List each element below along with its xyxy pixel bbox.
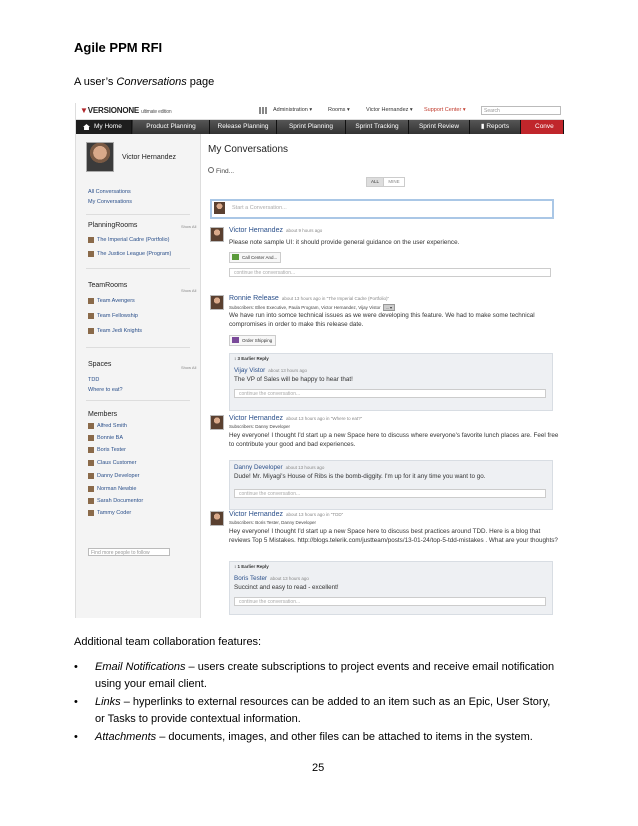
sidebar-item-label: The Justice League (Program): [97, 251, 172, 257]
post-body: Hey everyone! I thought I'd start up a new Space here to discuss best practices around TDD. Here is a blog that reviews Top 5 Mistakes. http://blogs.telerik.com/justteam/posts/13-01-24/top-5-tdd-mistakes . What are your thoughts?: [229, 528, 558, 544]
list-item-description: – documents, images, and other files can be attached to items in the system.: [156, 731, 533, 743]
sidebar-item-label: Boris Tester: [97, 447, 126, 453]
team-icon: [88, 298, 94, 304]
nav-reports[interactable]: [470, 120, 521, 134]
rooms-menu[interactable]: Rooms ▾: [328, 107, 350, 113]
room-icon: [88, 251, 94, 257]
divider: [86, 268, 190, 269]
list-item: [74, 694, 574, 728]
reply-thread: [229, 561, 553, 615]
attachment-label: Order Shipping: [242, 338, 273, 343]
post-body: We have run into somce technical issues as we were developing this feature. We had to make some technical compromises in order to make this release date.: [229, 312, 535, 328]
caption-prefix: A user’s: [74, 76, 117, 88]
post-subscribers: Subscribers: Boris Tester, Danny Developer: [229, 520, 316, 525]
bullet-icon: •: [74, 696, 78, 708]
member-avatar-icon: [88, 435, 94, 441]
find-placeholder: Find...: [216, 168, 235, 175]
reply-text: Dude! Mr. Miyagi's House of Ribs is the bomb-diggity. I'm up for it any time you want to go.: [234, 473, 486, 480]
sidebar-user-name[interactable]: Victor Hernandez: [122, 154, 176, 161]
reply-thread: [229, 460, 553, 510]
main-nav: [76, 120, 564, 134]
post-meta: about 13 hours ago in "TDD": [285, 512, 344, 517]
spaces-heading: Spaces: [88, 361, 112, 368]
earlier-replies-toggle[interactable]: ↕ 3 Earlier Reply: [234, 356, 269, 361]
sidebar-item-space[interactable]: Where to eat?: [88, 387, 123, 393]
filter-mine-toggle[interactable]: MINE: [383, 177, 405, 187]
support-center-menu[interactable]: Support Center ▾: [424, 107, 466, 113]
list-item-term: Links: [95, 696, 121, 708]
conversations-screenshot: [75, 103, 564, 618]
sidebar-item-label: Bonnie BA: [97, 435, 123, 441]
caption-suffix: page: [186, 76, 215, 88]
post-author[interactable]: [229, 227, 322, 234]
post-author[interactable]: [229, 295, 389, 302]
sidebar-item-label: Danny Developer: [97, 473, 140, 479]
reply-author[interactable]: [234, 575, 309, 582]
avatar: [86, 142, 114, 172]
reply-text: Succinct and easy to read - excellent!: [234, 584, 339, 591]
conversation-post: [210, 227, 555, 287]
bullet-icon: •: [74, 731, 78, 743]
list-item-text: [95, 694, 555, 728]
list-item: [74, 659, 574, 693]
nav-sprint-review[interactable]: Sprint Review: [409, 120, 470, 134]
continue-conversation-input[interactable]: continue the conversation...: [234, 597, 546, 606]
sidebar-item-member[interactable]: [88, 472, 140, 480]
post-author[interactable]: [229, 415, 362, 422]
member-avatar-icon: [88, 447, 94, 453]
all-conversations-link[interactable]: All Conversations: [88, 189, 131, 195]
page-number: 25: [312, 762, 325, 774]
my-conversations-link[interactable]: My Conversations: [88, 199, 133, 205]
bullet-icon: •: [74, 661, 78, 673]
attachment-link[interactable]: [229, 335, 276, 346]
reply-thread: [229, 353, 553, 411]
earlier-replies-toggle[interactable]: ↕ 1 Earlier Reply: [234, 564, 269, 569]
page-title: My Conversations: [208, 144, 289, 155]
nav-conversations[interactable]: Conve: [521, 120, 564, 134]
logo-mark: ▼: [80, 106, 88, 115]
post-author-name: Victor Hernandez: [229, 415, 283, 422]
bar-chart-icon: ▮: [480, 123, 487, 130]
avatar: [210, 511, 224, 526]
show-all-link[interactable]: Show All: [181, 288, 197, 293]
avatar: [214, 202, 225, 214]
sidebar-item-label: Team Avengers: [97, 298, 135, 304]
post-subscribers: Subscribers: Danny Developer: [229, 424, 291, 429]
document-title: Agile PPM RFI: [74, 40, 163, 55]
search-input[interactable]: Search: [481, 106, 561, 115]
sidebar-item-team[interactable]: [88, 297, 135, 305]
continue-conversation-input[interactable]: continue the conversation...: [234, 489, 546, 498]
show-all-link[interactable]: Show All: [181, 224, 197, 229]
follow-people-input[interactable]: Find more people to follow: [88, 548, 170, 556]
team-icon: [88, 328, 94, 334]
member-avatar-icon: [88, 460, 94, 466]
sidebar-item-member[interactable]: [88, 434, 123, 442]
members-heading: Members: [88, 411, 118, 418]
post-meta: about 13 hours ago in "The Imperial Cadre (Portfolio)": [281, 296, 390, 301]
sidebar-item-label: The Imperial Cadre (Portfolio): [97, 237, 170, 243]
divider: [86, 347, 190, 348]
reply-author-name: Vijay Vistor: [234, 367, 266, 374]
sidebar-item-member[interactable]: [88, 485, 136, 493]
sidebar-item-member[interactable]: [88, 497, 143, 505]
list-item-term: Attachments: [95, 731, 157, 743]
filter-all-toggle[interactable]: ALL: [366, 177, 384, 187]
sidebar-item-room[interactable]: [88, 236, 169, 244]
post-author[interactable]: [229, 511, 343, 518]
avatar: [210, 295, 224, 310]
sidebar-item-label: Team Fellowship: [97, 313, 138, 319]
post-meta: about 13 hours ago in "Where to eat?": [285, 416, 363, 421]
member-avatar-icon: [88, 423, 94, 429]
reply-author-name: Danny Developer: [234, 464, 283, 471]
reply-author[interactable]: [234, 367, 307, 374]
avatar: [210, 415, 224, 430]
post-author-name: Ronnie Release: [229, 295, 279, 302]
reply-author-name: Boris Tester: [234, 575, 268, 582]
list-item-term: Email Notifications: [95, 661, 186, 673]
nav-sprint-planning[interactable]: Sprint Planning: [277, 120, 346, 134]
caption-emphasis: Conversations: [116, 76, 187, 88]
post-subscribers: [229, 304, 395, 311]
sidebar-item-member[interactable]: [88, 446, 126, 454]
sidebar-item-label: Alfred Smith: [97, 423, 127, 429]
home-icon: [83, 124, 90, 130]
attachment-label: Call Center And...: [242, 255, 278, 260]
post-author-name: Victor Hernandez: [229, 511, 283, 518]
sidebar-item-label: Claus Customer: [97, 460, 137, 466]
section-heading: Additional team collaboration features:: [74, 636, 262, 648]
nav-sprint-tracking[interactable]: Sprint Tracking: [346, 120, 409, 134]
search-icon: [208, 167, 214, 173]
post-author-name: Victor Hernandez: [229, 227, 283, 234]
more-subscribers-button[interactable]: ... ▾: [383, 304, 395, 311]
sidebar-item-member[interactable]: [88, 422, 127, 430]
start-conversation-input[interactable]: [210, 199, 554, 219]
nav-product-planning[interactable]: Product Planning: [133, 120, 210, 134]
room-icon: [88, 237, 94, 243]
list-item-text: [95, 729, 555, 746]
show-all-link[interactable]: Show All: [181, 365, 197, 370]
nav-label: Reports: [486, 123, 510, 130]
member-avatar-icon: [88, 498, 94, 504]
grid-icon[interactable]: [259, 107, 267, 114]
sidebar-item-team[interactable]: [88, 327, 142, 335]
administration-menu[interactable]: Administration ▾: [273, 107, 313, 113]
team-rooms-heading: TeamRooms: [88, 282, 128, 289]
team-icon: [88, 313, 94, 319]
sidebar-item-label: Team Jedi Knights: [97, 328, 142, 334]
post-body: Hey everyone! I thought I'd start up a new Space here to discuss where everyone's favorite lunch places are. Feel free to contribute your good and bad experiences.: [229, 432, 559, 448]
continue-conversation-input[interactable]: continue the conversation...: [229, 268, 551, 277]
member-avatar-icon: [88, 486, 94, 492]
versionone-logo[interactable]: [80, 106, 172, 115]
user-menu[interactable]: Victor Hernandez ▾: [366, 107, 413, 113]
continue-conversation-input[interactable]: continue the conversation...: [234, 389, 546, 398]
find-input[interactable]: [208, 167, 234, 175]
list-item-description: – hyperlinks to external resources can be added to an item such as an Epic, User Story, or Tasks to provide contextual information.: [95, 696, 551, 725]
reply-text: The VP of Sales will be happy to hear that!: [234, 376, 353, 383]
conversation-post: [210, 295, 555, 415]
nav-label: My Home: [94, 123, 122, 130]
attachment-icon: [232, 337, 239, 343]
list-item-text: [95, 659, 555, 693]
reply-meta: about 13 hours ago: [270, 576, 309, 581]
sidebar: [76, 134, 201, 618]
conversation-post: [210, 415, 559, 511]
avatar: [210, 227, 224, 242]
post-body: Please note sample UI: it should provide general guidance on the user experience.: [229, 239, 460, 246]
reply-meta: about 13 hours ago: [268, 368, 308, 373]
sidebar-item-room[interactable]: [88, 250, 171, 258]
sidebar-item-space[interactable]: TDD: [88, 377, 100, 383]
top-bar: [76, 103, 564, 120]
divider: [86, 400, 190, 401]
conversations-panel: [201, 134, 564, 618]
sidebar-item-member[interactable]: [88, 509, 131, 517]
post-meta: about 9 hours ago: [285, 228, 323, 233]
nav-release-planning[interactable]: Release Planning: [210, 120, 277, 134]
sidebar-item-label: Tammy Coder: [97, 510, 132, 516]
sidebar-item-team[interactable]: [88, 312, 138, 320]
attachment-link[interactable]: [229, 252, 281, 263]
subscribers-text: Subscribers: Ellen Executive, Paula Program, Victor Hernandez, Vijay Vistor: [229, 305, 381, 310]
logo-text: VERSIONONE: [87, 106, 140, 115]
figure-caption: [74, 76, 214, 88]
divider: [86, 214, 190, 215]
sidebar-item-member[interactable]: [88, 459, 136, 467]
conversation-post: [210, 511, 558, 615]
reply-meta: about 13 hours ago: [285, 465, 325, 470]
list-item: [74, 729, 574, 746]
nav-my-home[interactable]: [76, 120, 132, 134]
reply-author[interactable]: [234, 464, 324, 471]
member-avatar-icon: [88, 473, 94, 479]
start-conversation-placeholder: Start a Conversation...: [232, 205, 287, 211]
sidebar-item-label: Norman Newbie: [97, 486, 137, 492]
logo-edition: ultimate edition: [141, 109, 172, 115]
attachment-icon: [232, 254, 239, 260]
sidebar-item-label: Sarah Documentor: [97, 498, 144, 504]
list-item-description: – users create subscriptions to project events and receive email notification using your email client.: [95, 661, 555, 690]
member-avatar-icon: [88, 510, 94, 516]
planning-rooms-heading: PlanningRooms: [88, 222, 138, 229]
